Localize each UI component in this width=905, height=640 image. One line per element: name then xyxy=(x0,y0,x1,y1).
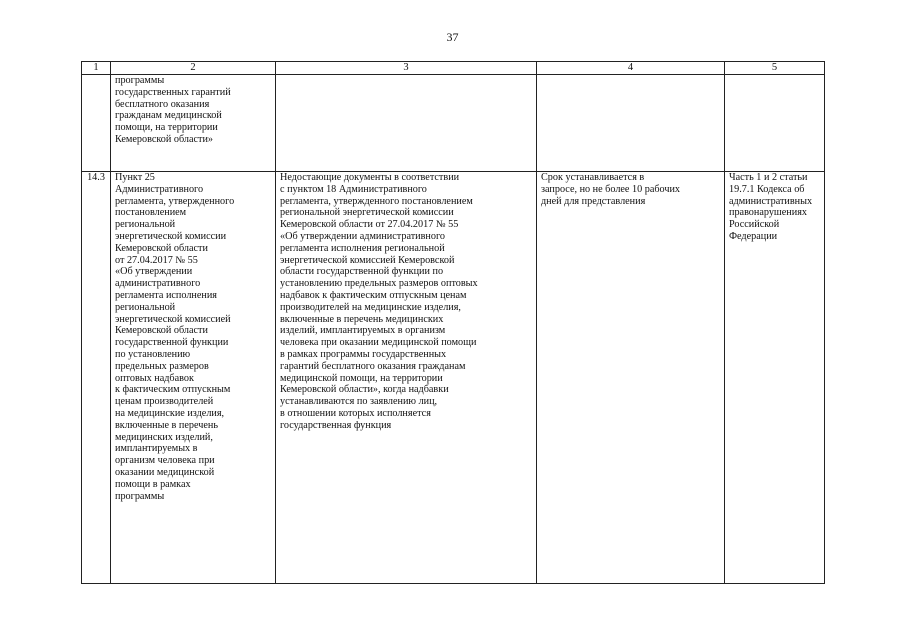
deadline-cell: Срок устанавливается в запросе, но не более 10 рабочих дней для представления xyxy=(537,172,725,584)
deadline-cell xyxy=(537,75,725,172)
legal-basis-cell: программы государственных гарантий бесплатного оказания гражданам медицинской помощи, на территории Кемеровской области» xyxy=(111,75,276,172)
row-number-cell: 14.3 xyxy=(82,172,111,584)
row-number-cell xyxy=(82,75,111,172)
header-col-2: 2 xyxy=(111,62,276,75)
table-row-continuation xyxy=(82,75,825,172)
header-col-4: 4 xyxy=(537,62,725,75)
header-col-1: 1 xyxy=(82,62,111,75)
documents-cell xyxy=(276,75,537,172)
liability-cell: Часть 1 и 2 статьи 19.7.1 Кодекса об административных правонарушениях Российской Федерации xyxy=(725,172,825,584)
header-row xyxy=(82,62,825,75)
document-table xyxy=(81,61,825,584)
table-row-14-3 xyxy=(82,172,825,584)
page-number: 37 xyxy=(446,30,459,44)
header-col-5: 5 xyxy=(725,62,825,75)
liability-cell xyxy=(725,75,825,172)
header-col-3: 3 xyxy=(276,62,537,75)
documents-cell: Недостающие документы в соответствии с пунктом 18 Административного регламента, утвержденного постановлением региональной энергетической комиссии Кемеровской области от 27.04.2017 № 55 «Об утверждении административного регламента исполнения региональной энергетической комиссией Кемеровской области государственной функции по установлению предельных размеров оптовых надбавок к фактическим отпускным ценам производителей на медицинские изделия, включенные в перечень медицинских изделий, имплантируемых в организм человека при оказании медицинской помощи в рамках программы государственных гарантий бесплатного оказания гражданам медицинской помощи, на территории Кемеровской области», когда надбавки устанавливаются по заявлению лиц, в отношении которых исполняется государственная функция xyxy=(276,172,537,584)
legal-basis-cell: Пункт 25 Административного регламента, утвержденного постановлением региональной энергетической комиссии Кемеровской области от 27.04.2017 № 55 «Об утверждении административного регламента исполнения региональной энергетической комиссией Кемеровской области государственной функции по установлению предельных размеров оптовых надбавок к фактическим отпускным ценам производителей на медицинские изделия, включенные в перечень медицинских изделий, имплантируемых в организм человека при оказании медицинской помощи в рамках программы xyxy=(111,172,276,584)
